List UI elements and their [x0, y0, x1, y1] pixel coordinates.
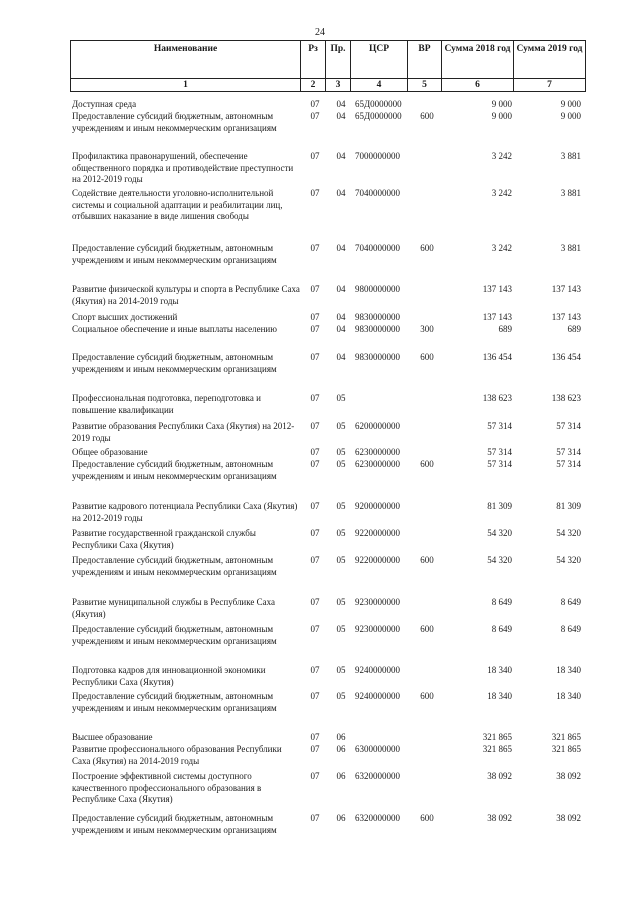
row-csr: 9230000000: [355, 597, 400, 607]
row-sum-2019: 8 649: [560, 624, 581, 634]
row-rz: 07: [310, 459, 320, 469]
row-pr: 05: [336, 393, 346, 403]
row-rz: 07: [310, 691, 320, 701]
row-sum-2018: 137 143: [482, 312, 512, 322]
row-csr: 9220000000: [355, 555, 400, 565]
row-sum-2018: 137 143: [482, 284, 512, 294]
row-csr: 9240000000: [355, 691, 400, 701]
header-sum-2019: Сумма 2019 год: [514, 41, 586, 79]
row-sum-2019: 137 143: [551, 284, 581, 294]
row-csr: 9830000000: [355, 312, 400, 322]
row-sum-2019: 321 865: [551, 744, 581, 754]
row-vr: 600: [420, 243, 434, 253]
header-sum-2018: Сумма 2018 год: [442, 41, 514, 79]
row-sum-2018: 321 865: [482, 744, 512, 754]
row-csr: 65Д0000000: [355, 99, 402, 109]
row-pr: 05: [336, 421, 346, 431]
row-sum-2019: 3 881: [560, 151, 581, 161]
row-rz: 07: [310, 597, 320, 607]
row-sum-2018: 81 309: [487, 501, 512, 511]
row-rz: 07: [310, 151, 320, 161]
row-csr: 9240000000: [355, 665, 400, 675]
row-name: Общее образование: [72, 447, 148, 457]
row-rz: 07: [310, 312, 320, 322]
header-name: Наименование: [71, 41, 301, 79]
row-pr: 06: [336, 744, 346, 754]
row-sum-2019: 18 340: [556, 691, 581, 701]
row-sum-2018: 9 000: [491, 111, 512, 121]
row-rz: 07: [310, 352, 320, 362]
row-csr: 6320000000: [355, 771, 400, 781]
row-name: Развитие профессионального образования Республики Саха (Якутия) на 2014-2019 годы: [72, 744, 282, 766]
header-pr: Пр.: [326, 41, 351, 79]
row-csr: 9800000000: [355, 284, 400, 294]
row-name: Развитие физической культуры и спорта в Республике Саха (Якутия) на 2014-2019 годы: [72, 284, 300, 306]
row-sum-2019: 138 623: [551, 393, 581, 403]
row-sum-2018: 38 092: [487, 771, 512, 781]
row-pr: 04: [336, 151, 346, 161]
row-sum-2019: 9 000: [560, 111, 581, 121]
row-pr: 05: [336, 447, 346, 457]
row-sum-2018: 18 340: [487, 665, 512, 675]
row-sum-2019: 57 314: [556, 447, 581, 457]
row-name: Развитие муниципальной службы в Республике Саха (Якутия): [72, 597, 276, 619]
row-rz: 07: [310, 421, 320, 431]
row-pr: 05: [336, 624, 346, 634]
row-rz: 07: [310, 324, 320, 334]
row-pr: 06: [336, 732, 346, 742]
row-rz: 07: [310, 188, 320, 198]
row-name: Построение эффективной системы доступного качественного профессионального образования в Республике Саха (Якутия): [72, 771, 262, 804]
row-name: Развитие государственной гражданской службы Республики Саха (Якутия): [72, 528, 256, 550]
row-sum-2019: 3 881: [560, 243, 581, 253]
row-vr: 600: [420, 459, 434, 469]
row-name: Содействие деятельности уголовно-исполнительной системы и социальной адаптации и реабилитации лиц, отбывших наказание в виде лишения свободы: [72, 188, 283, 221]
row-name: Предоставление субсидий бюджетным, автономным учреждениям и иным некоммерческим организациям: [72, 691, 277, 713]
row-sum-2018: 54 320: [487, 528, 512, 538]
row-rz: 07: [310, 771, 320, 781]
header-num: 7: [514, 79, 586, 92]
row-csr: 6320000000: [355, 813, 400, 823]
row-vr: 600: [420, 813, 434, 823]
row-sum-2018: 3 242: [491, 243, 512, 253]
row-vr: 600: [420, 624, 434, 634]
row-name: Предоставление субсидий бюджетным, автономным учреждениям и иным некоммерческим организациям: [72, 243, 277, 265]
row-sum-2019: 321 865: [551, 732, 581, 742]
row-name: Подготовка кадров для инновационной экономики Республики Саха (Якутия): [72, 665, 266, 687]
row-vr: 600: [420, 555, 434, 565]
row-name: Профилактика правонарушений, обеспечение общественного порядка и противодействие преступности на 2012-2019 годы: [72, 151, 294, 184]
row-sum-2019: 3 881: [560, 188, 581, 198]
row-sum-2018: 57 314: [487, 459, 512, 469]
row-rz: 07: [310, 744, 320, 754]
row-pr: 06: [336, 813, 346, 823]
header-rz: Рз: [301, 41, 326, 79]
row-csr: 7000000000: [355, 151, 400, 161]
row-sum-2018: 57 314: [487, 421, 512, 431]
row-sum-2018: 8 649: [491, 597, 512, 607]
row-csr: 9230000000: [355, 624, 400, 634]
row-sum-2019: 38 092: [556, 771, 581, 781]
row-name: Предоставление субсидий бюджетным, автономным учреждениям и иным некоммерческим организациям: [72, 459, 277, 481]
row-pr: 05: [336, 555, 346, 565]
row-rz: 07: [310, 528, 320, 538]
row-name: Предоставление субсидий бюджетным, автономным учреждениям и иным некоммерческим организациям: [72, 555, 277, 577]
row-name: Предоставление субсидий бюджетным, автономным учреждениям и иным некоммерческим организациям: [72, 624, 277, 646]
row-rz: 07: [310, 665, 320, 675]
row-sum-2019: 54 320: [556, 555, 581, 565]
row-sum-2018: 138 623: [482, 393, 512, 403]
row-rz: 07: [310, 243, 320, 253]
row-pr: 04: [336, 188, 346, 198]
header-vr: ВР: [408, 41, 442, 79]
row-rz: 07: [310, 624, 320, 634]
row-pr: 04: [336, 312, 346, 322]
row-csr: 9200000000: [355, 501, 400, 511]
row-rz: 07: [310, 813, 320, 823]
row-pr: 04: [336, 352, 346, 362]
row-sum-2019: 38 092: [556, 813, 581, 823]
row-csr: 7040000000: [355, 243, 400, 253]
row-sum-2018: 3 242: [491, 188, 512, 198]
row-csr: 65Д0000000: [355, 111, 402, 121]
row-vr: 600: [420, 111, 434, 121]
row-csr: 9220000000: [355, 528, 400, 538]
row-sum-2019: 54 320: [556, 528, 581, 538]
row-csr: 9830000000: [355, 324, 400, 334]
row-sum-2018: 9 000: [491, 99, 512, 109]
row-pr: 05: [336, 501, 346, 511]
row-rz: 07: [310, 99, 320, 109]
row-csr: 6200000000: [355, 421, 400, 431]
row-csr: 9830000000: [355, 352, 400, 362]
row-rz: 07: [310, 555, 320, 565]
row-sum-2018: 54 320: [487, 555, 512, 565]
row-rz: 07: [310, 393, 320, 403]
row-sum-2019: 18 340: [556, 665, 581, 675]
row-csr: 6300000000: [355, 744, 400, 754]
row-sum-2018: 136 454: [482, 352, 512, 362]
row-name: Развитие образования Республики Саха (Якутия) на 2012-2019 годы: [72, 421, 295, 443]
row-csr: 7040000000: [355, 188, 400, 198]
row-name: Высшее образование: [72, 732, 153, 742]
row-sum-2018: 321 865: [482, 732, 512, 742]
row-name: Профессиональная подготовка, переподготовка и повышение квалификации: [72, 393, 261, 415]
row-rz: 07: [310, 111, 320, 121]
row-pr: 05: [336, 528, 346, 538]
row-sum-2018: 3 242: [491, 151, 512, 161]
row-name: Доступная среда: [72, 99, 137, 109]
row-sum-2018: 57 314: [487, 447, 512, 457]
row-sum-2019: 137 143: [551, 312, 581, 322]
row-name: Предоставление субсидий бюджетным, автономным учреждениям и иным некоммерческим организациям: [72, 813, 277, 835]
row-sum-2018: 689: [498, 324, 512, 334]
row-sum-2019: 57 314: [556, 459, 581, 469]
row-name: Предоставление субсидий бюджетным, автономным учреждениям и иным некоммерческим организациям: [72, 111, 277, 133]
row-sum-2019: 9 000: [560, 99, 581, 109]
row-rz: 07: [310, 284, 320, 294]
row-pr: 04: [336, 284, 346, 294]
row-pr: 06: [336, 771, 346, 781]
row-name: Развитие кадрового потенциала Республики Саха (Якутия) на 2012-2019 годы: [72, 501, 298, 523]
row-pr: 04: [336, 99, 346, 109]
header-num: 6: [442, 79, 514, 92]
row-csr: 6230000000: [355, 459, 400, 469]
row-rz: 07: [310, 501, 320, 511]
row-pr: 05: [336, 459, 346, 469]
row-pr: 05: [336, 597, 346, 607]
row-pr: 05: [336, 691, 346, 701]
row-name: Социальное обеспечение и иные выплаты населению: [72, 324, 277, 334]
row-sum-2018: 8 649: [491, 624, 512, 634]
row-rz: 07: [310, 447, 320, 457]
row-pr: 04: [336, 111, 346, 121]
row-vr: 600: [420, 691, 434, 701]
row-pr: 05: [336, 665, 346, 675]
row-pr: 04: [336, 324, 346, 334]
row-sum-2018: 18 340: [487, 691, 512, 701]
row-name: Предоставление субсидий бюджетным, автономным учреждениям и иным некоммерческим организациям: [72, 352, 277, 374]
header-num: 3: [326, 79, 351, 92]
header-num: 5: [408, 79, 442, 92]
row-vr: 600: [420, 352, 434, 362]
header-num: 2: [301, 79, 326, 92]
row-pr: 04: [336, 243, 346, 253]
header-num: 1: [71, 79, 301, 92]
header-num: 4: [351, 79, 408, 92]
page-number: 24: [315, 27, 325, 38]
row-rz: 07: [310, 732, 320, 742]
row-sum-2019: 81 309: [556, 501, 581, 511]
header-csr: ЦСР: [351, 41, 408, 79]
row-csr: 6230000000: [355, 447, 400, 457]
row-sum-2019: 8 649: [560, 597, 581, 607]
row-sum-2019: 57 314: [556, 421, 581, 431]
row-sum-2018: 38 092: [487, 813, 512, 823]
row-sum-2019: 689: [567, 324, 581, 334]
row-vr: 300: [420, 324, 434, 334]
row-sum-2019: 136 454: [551, 352, 581, 362]
row-name: Спорт высших достижений: [72, 312, 178, 322]
